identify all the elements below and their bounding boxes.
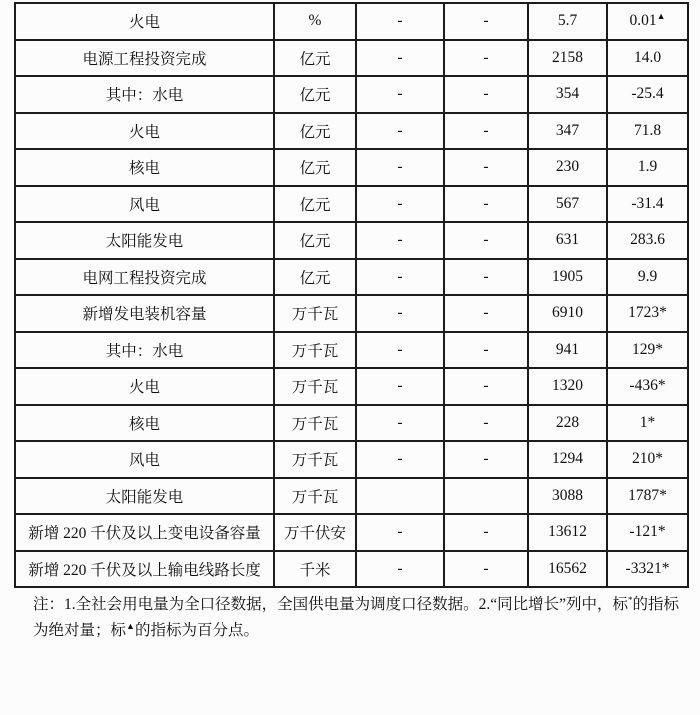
indicator-cell: 电网工程投资完成 [15,259,274,296]
growth-cell: 210* [607,441,688,478]
growth-cell: 1.9 [607,149,688,186]
unit-cell: 亿元 [274,40,356,77]
asterisk-mark: * [661,559,670,577]
dash-cell-2: - [444,368,528,405]
value-cell: 13612 [528,514,607,551]
dash-cell-2: - [444,551,528,588]
unit-cell: 万千瓦 [274,332,356,369]
dash-cell-1: - [356,113,444,150]
asterisk-mark: * [659,304,667,322]
unit-cell: 万千瓦 [274,441,356,478]
triangle-mark: ▲ [656,11,666,22]
dash-cell-1: - [356,222,444,259]
indicator-cell: 风电 [15,186,274,223]
dash-cell-1: - [356,441,444,478]
indicator-cell: 火电 [15,3,274,40]
asterisk-mark: * [657,377,666,395]
unit-cell: 万千伏安 [274,514,356,551]
growth-cell: 9.9 [607,259,688,296]
dash-cell-1: - [356,76,444,113]
value-cell: 228 [528,405,607,442]
dash-cell-2: - [444,222,528,259]
value-cell: 347 [528,113,607,150]
value-cell: 2158 [528,40,607,77]
indicator-cell: 核电 [15,149,274,186]
asterisk-mark: * [655,340,663,358]
footnote [33,592,683,644]
table-row [15,295,688,332]
value-cell: 1905 [528,259,607,296]
dash-cell-1: - [356,186,444,223]
growth-cell: 14.0 [607,40,688,77]
indicator-cell: 风电 [15,441,274,478]
value-cell: 5.7 [528,3,607,40]
indicator-cell: 太阳能发电 [15,222,274,259]
table-row [15,551,688,588]
indicator-cell: 其中：水电 [15,76,274,113]
dash-cell-1: - [356,40,444,77]
dash-cell-2: - [444,3,528,40]
dash-cell-2: - [444,514,528,551]
growth-cell: 71.8 [607,113,688,150]
footnote-text-1: 注：1.全社会用电量为全口径数据，全国供电量为调度口径数据。2.“同比增长”列中，标 [33,596,629,613]
unit-cell: 亿元 [274,222,356,259]
value-cell: 1320 [528,368,607,405]
unit-cell: % [274,3,356,40]
table-row [15,368,688,405]
indicator-cell: 火电 [15,113,274,150]
growth-cell: -436* [607,368,688,405]
growth-cell: -31.4 [607,186,688,223]
asterisk-mark: * [655,450,663,468]
indicator-cell: 电源工程投资完成 [15,40,274,77]
dash-cell-2: - [444,259,528,296]
asterisk-mark: * [647,413,656,431]
growth-cell: -3321* [607,551,688,588]
unit-cell: 千米 [274,551,356,588]
asterisk-mark: * [628,594,633,605]
growth-cell: -25.4 [607,76,688,113]
dash-cell-1: - [356,3,444,40]
asterisk-mark: * [657,523,666,541]
statistics-table [14,2,689,588]
dash-cell-1: - [356,332,444,369]
growth-cell: 283.6 [607,222,688,259]
dash-cell-2: - [444,186,528,223]
unit-cell: 亿元 [274,113,356,150]
table-row [15,405,688,442]
value-cell: 230 [528,149,607,186]
table-row [15,222,688,259]
indicator-cell: 新增发电装机容量 [15,295,274,332]
value-cell: 941 [528,332,607,369]
indicator-cell: 核电 [15,405,274,442]
table-body [15,3,688,587]
table-row [15,259,688,296]
table-row [15,3,688,40]
dash-cell-2: - [444,295,528,332]
table-row [15,441,688,478]
growth-cell: 1787* [607,478,688,515]
dash-cell-2: - [444,149,528,186]
table-row [15,186,688,223]
value-cell: 16562 [528,551,607,588]
unit-cell: 亿元 [274,149,356,186]
growth-cell: 0.01▲ [607,3,688,40]
dash-cell-2 [444,478,528,515]
table-row [15,149,688,186]
table-row [15,40,688,77]
indicator-cell: 新增 220 千伏及以上输电线路长度 [15,551,274,588]
triangle-mark: ▲ [126,620,135,631]
value-cell: 1294 [528,441,607,478]
dash-cell-1: - [356,405,444,442]
dash-cell-1: - [356,259,444,296]
value-cell: 6910 [528,295,607,332]
dash-cell-1: - [356,295,444,332]
value-cell: 631 [528,222,607,259]
dash-cell-2: - [444,405,528,442]
indicator-cell: 新增 220 千伏及以上变电设备容量 [15,514,274,551]
unit-cell: 万千瓦 [274,368,356,405]
dash-cell-1: - [356,514,444,551]
asterisk-mark: * [659,486,667,504]
indicator-cell: 火电 [15,368,274,405]
growth-cell: 1* [607,405,688,442]
unit-cell: 亿元 [274,186,356,223]
dash-cell-2: - [444,332,528,369]
unit-cell: 亿元 [274,259,356,296]
value-cell: 3088 [528,478,607,515]
table-row [15,332,688,369]
indicator-cell: 其中：水电 [15,332,274,369]
table-row [15,478,688,515]
dash-cell-2: - [444,76,528,113]
footnote-text-4: 的指标为百分点。 [134,622,259,639]
dash-cell-1 [356,478,444,515]
value-cell: 354 [528,76,607,113]
dash-cell-1: - [356,551,444,588]
dash-cell-1: - [356,149,444,186]
dash-cell-2: - [444,113,528,150]
indicator-cell: 太阳能发电 [15,478,274,515]
dash-cell-2: - [444,441,528,478]
footnote-text-3: 为绝对量；标 [33,622,127,639]
table-row [15,514,688,551]
value-cell: 567 [528,186,607,223]
unit-cell: 亿元 [274,76,356,113]
footnote-text-2: 的指标 [632,596,680,613]
unit-cell: 万千瓦 [274,478,356,515]
table-row [15,76,688,113]
dash-cell-1: - [356,368,444,405]
table-row [15,113,688,150]
unit-cell: 万千瓦 [274,405,356,442]
growth-cell: 1723* [607,295,688,332]
growth-cell: -121* [607,514,688,551]
dash-cell-2: - [444,40,528,77]
unit-cell: 万千瓦 [274,295,356,332]
growth-cell: 129* [607,332,688,369]
